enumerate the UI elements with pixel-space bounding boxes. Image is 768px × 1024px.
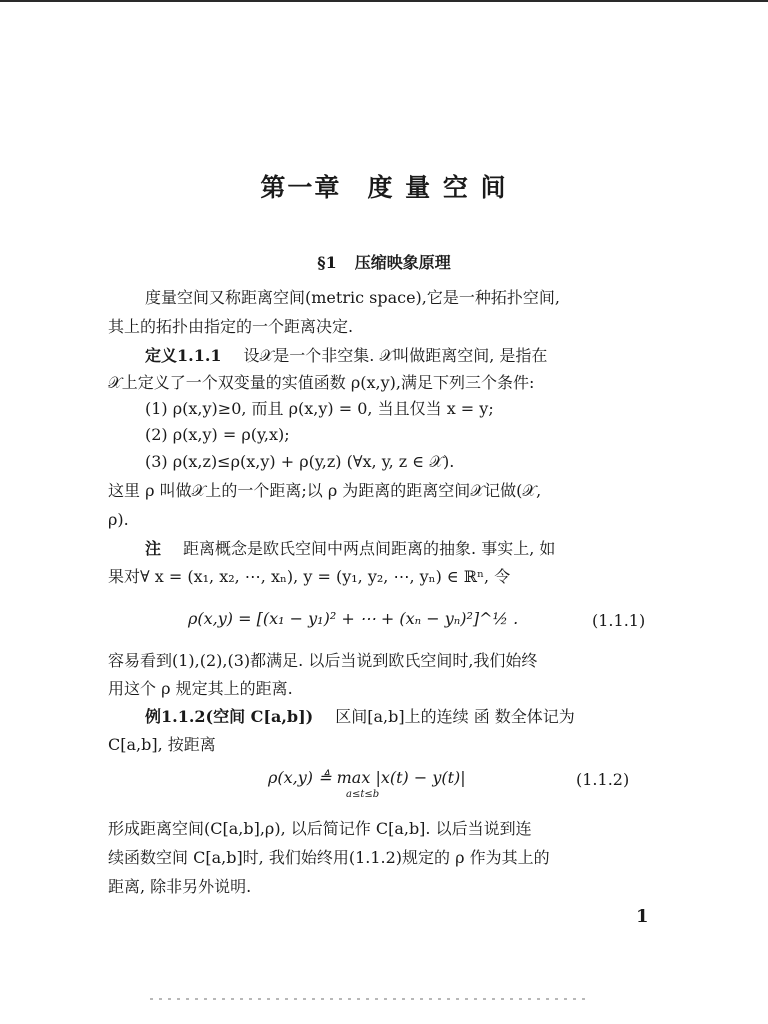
condition-3: (3) ρ(x,z)≤ρ(x,y) + ρ(y,z) (∀x, y, z ∈ 𝒳). bbox=[145, 452, 455, 471]
definition-line-1 bbox=[145, 345, 547, 367]
equation-number-1-2: (1.1.2) bbox=[576, 770, 630, 789]
note-after-2: 用这个 ρ 规定其上的距离. bbox=[108, 679, 293, 698]
scan-border bbox=[0, 0, 768, 2]
note-label: 注 bbox=[145, 539, 162, 558]
example-after-3: 距离, 除非另外说明. bbox=[108, 877, 252, 896]
note-line-2: 果对∀ x = (x₁, x₂, ⋯, xₙ), y = (y₁, y₂, ⋯, yₙ) ∈ ℝⁿ, 令 bbox=[108, 567, 511, 586]
equation-1-2-subscript: a≤t≤b bbox=[346, 789, 380, 800]
example-line-1 bbox=[145, 706, 575, 728]
definition-after-2: ρ). bbox=[108, 510, 129, 529]
equation-number-1-1: (1.1.1) bbox=[592, 611, 646, 630]
example-after-1: 形成距离空间(C[a,b],ρ), 以后简记作 C[a,b]. 以后当说到连 bbox=[108, 819, 532, 838]
example-line-2: C[a,b], 按距离 bbox=[108, 735, 216, 754]
section-heading bbox=[0, 250, 768, 273]
condition-2: (2) ρ(x,y) = ρ(y,x); bbox=[145, 425, 290, 444]
equation-1-2: ρ(x,y) ≜ max |x(t) − y(t)| bbox=[268, 768, 466, 787]
example-label: 例1.1.2(空间 C[a,b]) bbox=[145, 707, 314, 726]
equation-1-1: ρ(x,y) = [(x₁ − y₁)² + ⋯ + (xₙ − yₙ)²]^½ . bbox=[188, 609, 519, 628]
section-title: 压缩映象原理 bbox=[354, 253, 451, 272]
condition-1: (1) ρ(x,y)≥0, 而且 ρ(x,y) = 0, 当且仅当 x = y; bbox=[145, 399, 494, 418]
chapter-heading bbox=[0, 168, 768, 204]
definition-after-1: 这里 ρ 叫做𝒳上的一个距离;以 ρ 为距离的距离空间𝒳记做(𝒳, bbox=[108, 481, 542, 500]
scan-artifact bbox=[150, 998, 590, 1000]
chapter-number: 第一章 bbox=[260, 173, 342, 202]
page-number: 1 bbox=[636, 906, 649, 927]
intro-line-1: 度量空间又称距离空间(metric space),它是一种拓扑空间, bbox=[145, 288, 560, 307]
chapter-title: 度 量 空 间 bbox=[367, 173, 508, 202]
intro-line-2: 其上的拓扑由指定的一个距离决定. bbox=[108, 317, 354, 336]
definition-text-1: 设𝒳是一个非空集. 𝒳叫做距离空间, 是指在 bbox=[243, 346, 548, 365]
example-after-2: 续函数空间 C[a,b]时, 我们始终用(1.1.2)规定的 ρ 作为其上的 bbox=[108, 848, 550, 867]
note-line-1 bbox=[145, 538, 555, 560]
note-after-1: 容易看到(1),(2),(3)都满足. 以后当说到欧氏空间时,我们始终 bbox=[108, 651, 538, 670]
definition-label: 定义1.1.1 bbox=[145, 346, 222, 365]
note-text-1: 距离概念是欧氏空间中两点间距离的抽象. 事实上, 如 bbox=[183, 539, 556, 558]
section-number: §1 bbox=[317, 253, 337, 272]
definition-line-2: 𝒳上定义了一个双变量的实值函数 ρ(x,y),满足下列三个条件: bbox=[108, 373, 535, 392]
example-text-1: 区间[a,b]上的连续 函 数全体记为 bbox=[335, 707, 575, 726]
